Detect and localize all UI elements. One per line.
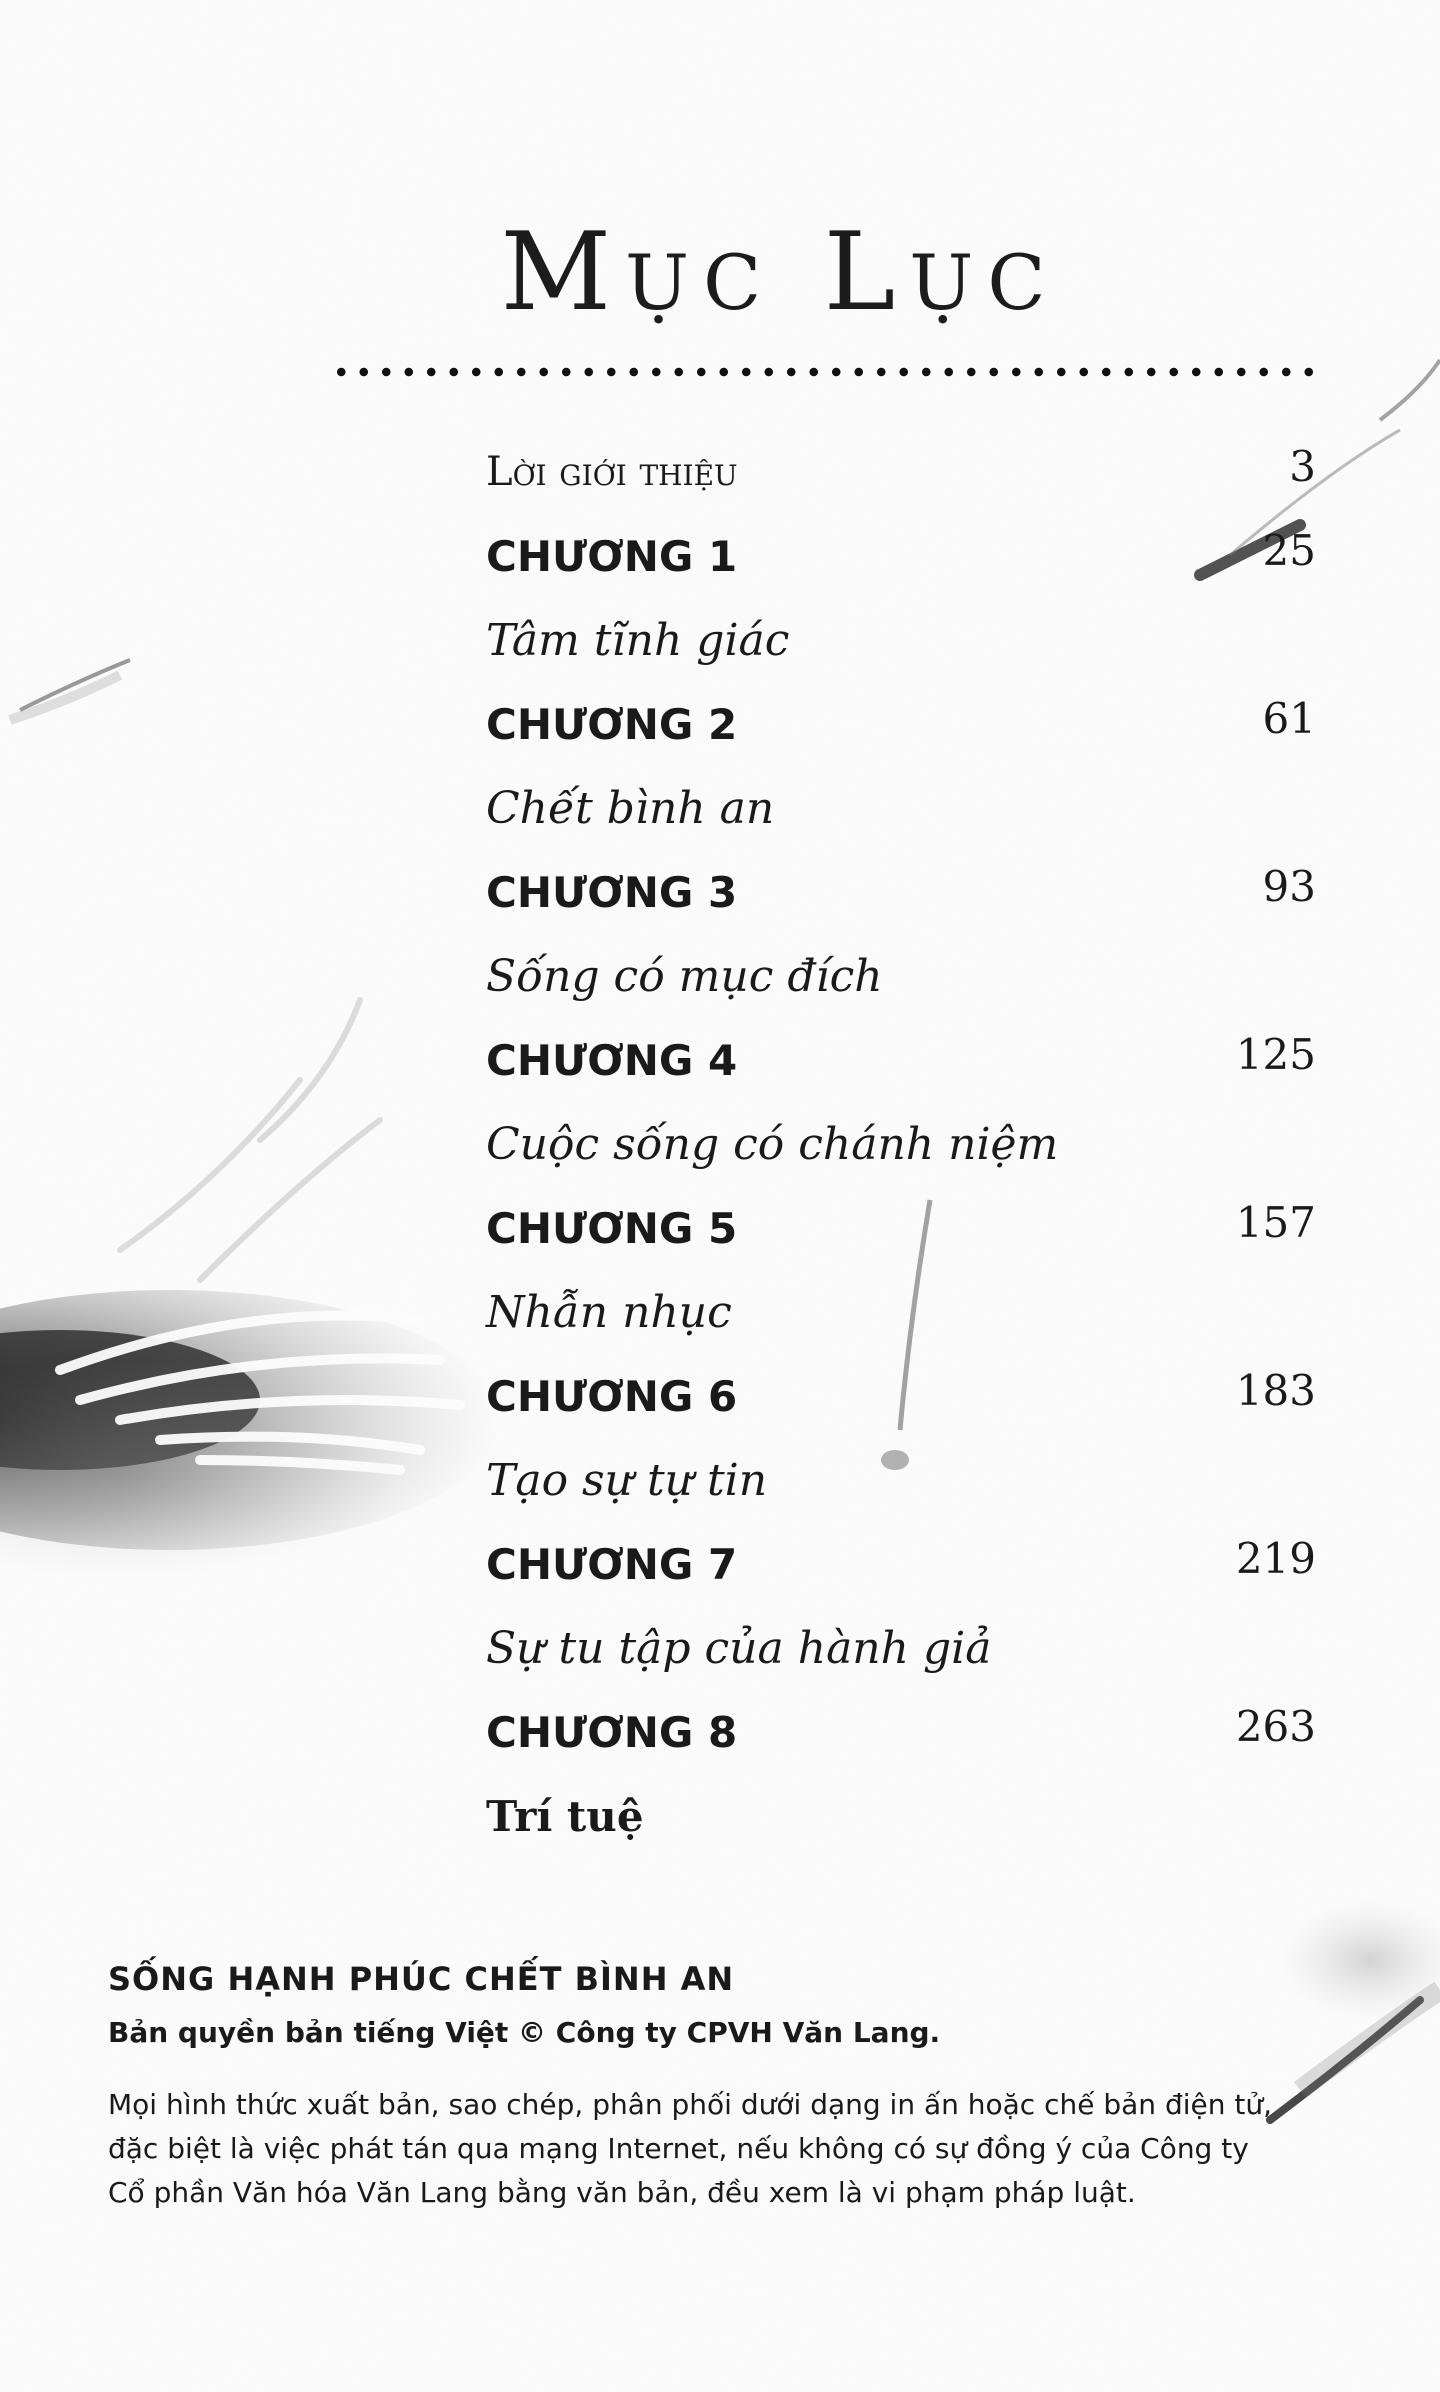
page-number: 3 [1289, 441, 1316, 491]
chapter-heading: CHƯƠNG 1 [486, 531, 738, 581]
chapter-heading: CHƯƠNG 6 [486, 1371, 738, 1421]
page-number: 263 [1235, 1701, 1316, 1751]
page-number: 25 [1262, 525, 1316, 575]
chapter-heading: CHƯƠNG 2 [486, 699, 738, 749]
toc-entry [486, 1690, 1316, 1774]
page-title: Mục Lục [500, 210, 1060, 335]
toc-entry [486, 682, 1316, 766]
legal-notice: Mọi hình thức xuất bản, sao chép, phân phối dưới dạng in ấn hoặc chế bản điện tử, đặc biệt là việc phát tán qua mạng Internet, nếu không có sự đồng ý của Công ty Cổ phần Văn hóa Văn Lang bằng văn bản, đều xem là vi phạm pháp luật. [108, 2088, 1272, 2209]
chapter-title: Sự tu tập của hành giả [486, 1622, 992, 1674]
toc-entry [486, 1606, 1316, 1690]
toc-entry [486, 1186, 1316, 1270]
page-number: 219 [1235, 1533, 1316, 1583]
dotted-divider [330, 365, 1320, 379]
chapter-title: Chết bình an [486, 782, 775, 834]
chapter-title: Nhẫn nhục [486, 1286, 732, 1338]
copyright-notice: Bản quyền bản tiếng Việt © Công ty CPVH Văn Lang. [108, 2016, 941, 2049]
toc-entry [486, 598, 1316, 682]
toc-entry [486, 766, 1316, 850]
toc-entry [486, 1354, 1316, 1438]
chapter-heading: CHƯƠNG 4 [486, 1035, 738, 1085]
toc-entry [486, 1102, 1316, 1186]
toc-entry [486, 1018, 1316, 1102]
chapter-title: Sống có mục đích [486, 950, 883, 1002]
page-number: 183 [1235, 1365, 1316, 1415]
toc-entry [486, 1774, 1316, 1858]
chapter-heading: CHƯƠNG 8 [486, 1707, 738, 1757]
chapter-heading: CHƯƠNG 7 [486, 1539, 738, 1589]
chapter-heading: CHƯƠNG 3 [486, 867, 738, 917]
page-number: 61 [1262, 693, 1316, 743]
page-number: 157 [1235, 1197, 1316, 1247]
table-of-contents [486, 430, 1316, 1858]
chapter-title: Tâm tĩnh giác [486, 614, 790, 666]
toc-entry [486, 934, 1316, 1018]
toc-entry [486, 1522, 1316, 1606]
toc-entry [486, 850, 1316, 934]
page-number: 125 [1235, 1029, 1316, 1079]
book-name: SỐNG HẠNH PHÚC CHẾT BÌNH AN [108, 1960, 735, 1998]
toc-entry [486, 514, 1316, 598]
page-number: 93 [1262, 861, 1316, 911]
toc-entry [486, 430, 1316, 514]
copyright-block [108, 1960, 1308, 2215]
toc-entry [486, 1438, 1316, 1522]
toc-entry [486, 1270, 1316, 1354]
chapter-title: Cuộc sống có chánh niệm [486, 1118, 1059, 1170]
intro-heading: Lời giới thiệu [486, 449, 738, 495]
chapter-heading: CHƯƠNG 5 [486, 1203, 738, 1253]
chapter-title: Trí tuệ [486, 1791, 644, 1841]
chapter-title: Tạo sự tự tin [486, 1454, 768, 1506]
